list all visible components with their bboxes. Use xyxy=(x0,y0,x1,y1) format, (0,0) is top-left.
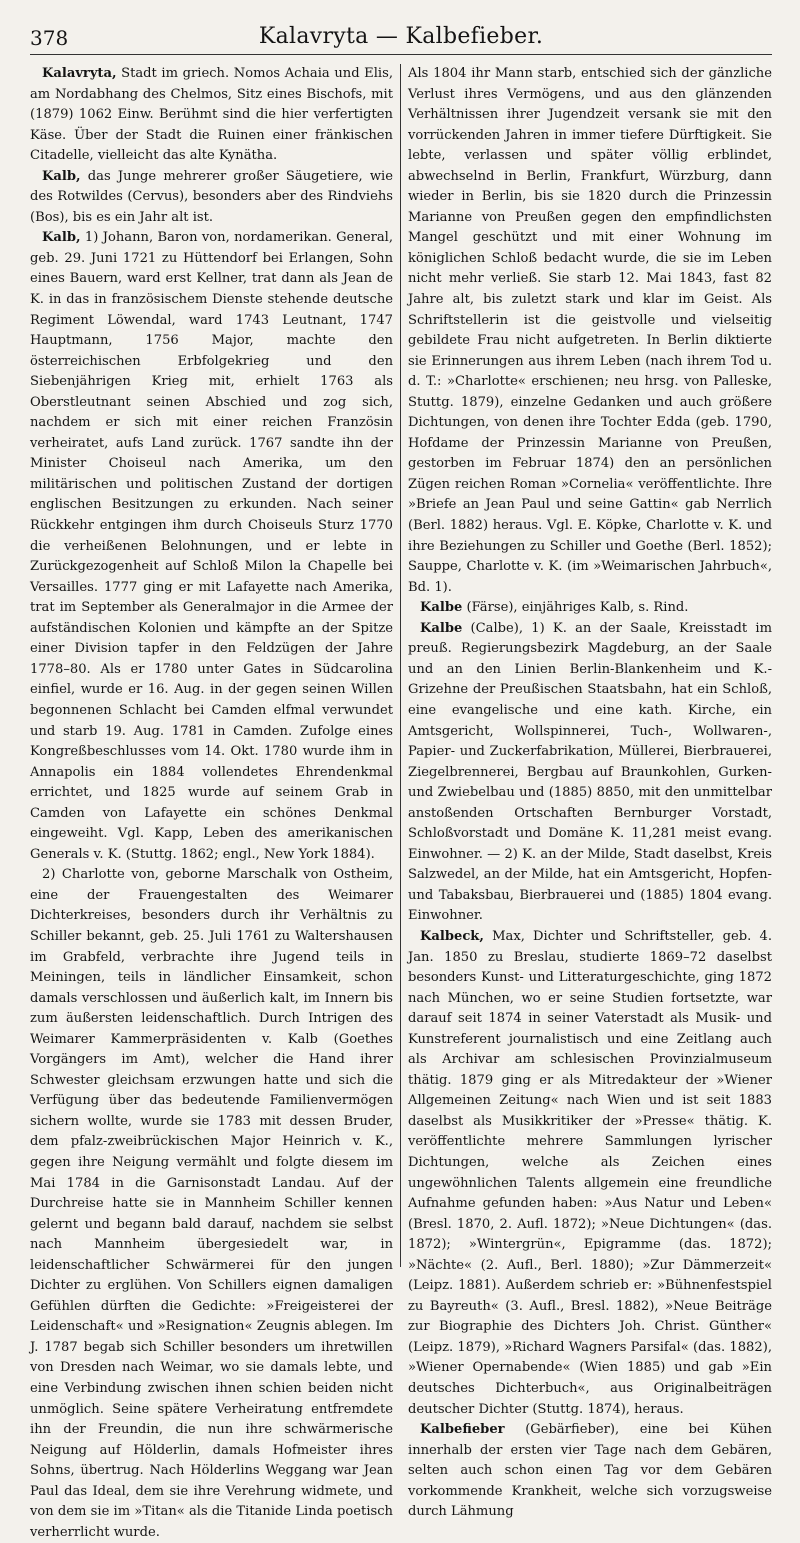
dictionary-entry xyxy=(408,598,772,619)
dictionary-entry xyxy=(408,927,772,1420)
entry-lemma: Kalb, xyxy=(42,230,81,246)
left-column xyxy=(30,64,401,1540)
entry-text: das Junge mehrerer großer Säugetiere, wie des Rotwildes (Cervus), besonders aber des Rindviehs (Bos), bis es ein Jahr alt ist. xyxy=(30,168,393,225)
text-columns xyxy=(30,64,772,1540)
entry-text: Max, Dichter und Schriftsteller, geb. 4. Jan. 1850 zu Breslau, studierte 1869–72 daselbst besonders Kunst- und Litteraturgeschichte, ging 1872 nach München, wo er seine Studien fortsetzte, war darauf seit 1874 in seiner Vaterstadt als Musik- und Kunstreferent journalistisch und eine Zeitlang auch als Archivar am schlesischen Provinzialmuseum thätig. 1879 ging er als Mitredakteur der »Wiener Allgemeinen Zeitung« nach Wien und ist seit 1883 daselbst als Musikkritiker der »Presse« thätig. K. veröffentlichte mehrere Sammlungen lyrischer Dichtungen, welche als Zeichen eines ungewöhnlichen Talents allgemein eine freundliche Aufnahme gefunden haben: »Aus Natur und Leben« (Bresl. 1870, 2. Aufl. 1872); »Neue Dichtungen« (das. 1872); »Wintergrün«, Epigramme (das. 1872); »Nächte« (2. Aufl., Berl. 1880); »Zur Dämmerzeit« (Leipz. 1881). Außerdem schrieb er: »Bühnenfestspiel zu Bayreuth« (3. Aufl., Bresl. 1882), »Neue Beiträge zur Biographie des Dichters Joh. Christ. Günther« (Leipz. 1879), »Richard Wagners Parsifal« (das. 1882), »Wiener Opernabende« (Wien 1885) und gab »Ein deutsches Dichterbuch«, aus Originalbeiträgen deutscher Dichter (Stuttg. 1874), heraus. xyxy=(408,928,772,1417)
entry-text: Als 1804 ihr Mann starb, entschied sich der gänzliche Verlust ihres Vermögens, und aus den glänzenden Verhältnissen ihrer Jugendzeit versank sie mit den vorrückenden Jahren in immer tiefere Dürftigkeit. Sie lebte, verlassen und später völlig erblindet, abwechselnd in Berlin, Frankfurt, Würzburg, dann wieder in Berlin, bis sie 1820 durch die Prinzessin Marianne von Preußen gegen den empfindlichsten Mangel geschützt und mit einer Wohnung im königlichen Schloß bedacht wurde, die sie im Leben nicht mehr verließ. Sie starb 12. Mai 1843, fast 82 Jahre alt, bis zuletzt stark und klar im Geist. Als Schriftstellerin ist die geistvolle und vielseitig gebildete Frau nicht aufgetreten. In Berlin diktierte sie Erinnerungen aus ihrem Leben (nach ihrem Tod u. d. T.: »Charlotte« erschienen; neu hrsg. von Palleske, Stuttg. 1879), einzelne Gedanken und auch größere Dichtungen, von denen ihre Tochter Edda (geb. 1790, Hofdame der Prinzessin Marianne von Preußen, gestorben im Februar 1874) den an persönlichen Zügen reichen Roman »Cornelia« veröffentlichte. Ihre »Briefe an Jean Paul und seine Gattin« gab Nerrlich (Berl. 1882) heraus. Vgl. E. Köpke, Charlotte v. K. und ihre Beziehungen zu Schiller und Goethe (Berl. 1852); Sauppe, Charlotte v. K. (im »Weimarischen Jahrbuch«, Bd. 1). xyxy=(408,66,772,595)
entry-lemma: Kalbeck, xyxy=(420,928,484,944)
entry-text: (Calbe), 1) K. an der Saale, Kreisstadt im preuß. Regierungsbezirk Magdeburg, an der Saale und an den Linien Berlin-Blankenheim und K.-Grizehne der Preußischen Staatsbahn, hat ein Schloß, eine evangelische und eine kath. Kirche, ein Amtsgericht, Wollspinnerei, Tuch-, Wollwaren-, Papier- und Zuckerfabrikation, Müllerei, Bierbrauerei, Ziegelbrennerei, Bergbau auf Braunkohlen, Gurken- und Zwiebelbau und (1885) 8850, mit den unmittelbar anstoßenden Ortschaften Bernburger Vorstadt, Schloßvorstadt und Domäne K. 11,281 meist evang. Einwohner. — 2) K. an der Milde, Stadt daselbst, Kreis Salzwedel, an der Milde, hat ein Amtsgericht, Hopfen- und Tabaksbau, Bierbrauerei und (1885) 1804 evang. Einwohner. xyxy=(408,620,772,924)
entry-text: 2) Charlotte von, geborne Marschalk von Ostheim, eine der Frauengestalten des Weimarer Dichterkreises, besonders durch ihr Verhältnis zu Schiller bekannt, geb. 25. Juli 1761 zu Waltershausen im Grabfeld, verbrachte ihre Jugend teils in Meiningen, teils in ländlicher Einsamkeit, schon damals verschlossen und äußerlich kalt, im Innern bis zum äußersten leidenschaftlich. Durch Intrigen des Weimarer Kammerpräsidenten v. Kalb (Goethes Vorgängers im Amt), welcher die Hand ihrer Schwester gleichsam erzwungen hatte und sich die Verfügung über das bedeutende Familienvermögen sichern wollte, wurde sie 1783 mit dessen Bruder, dem pfalz-zweibrückischen Major Heinrich v. K., gegen ihre Neigung vermählt und folgte diesem im Mai 1784 in die Garnisonstadt Landau. Auf der Durchreise hatte sie in Mannheim Schiller kennen gelernt und begann bald darauf, nachdem sie selbst nach Mannheim übergesiedelt war, in leidenschaftlicher Schwärmerei für den jungen Dichter zu erglühen. Von Schillers eignen damaligen Gefühlen dürften die Gedichte: »Freigeisterei der Leidenschaft« und »Resignation« Zeugnis ablegen. Im J. 1787 begab sich Schiller besonders um ihretwillen von Dresden nach Weimar, wo sie damals lebte, und eine Verbindung zwischen ihnen schien beiden nicht unmöglich. Seine spätere Verheiratung entfremdete ihn der Freundin, die nun ihre schwärmerische Neigung auf Hölderlin, damals Hofmeister ihres Sohns, übertrug. Nach Hölderlins Weggang war Jean Paul das Ideal, dem sie ihre Verehrung widmete, und von dem sie im »Titan« als die Titanide Linda poetisch verherrlicht wurde. xyxy=(30,867,393,1540)
entry-lemma: Kalb, xyxy=(42,168,81,184)
page-header xyxy=(30,22,772,55)
page-number: 378 xyxy=(30,26,69,50)
entry-lemma: Kalbe xyxy=(420,600,463,616)
dictionary-entry xyxy=(30,167,393,229)
running-head: Kalavryta — Kalbefieber. xyxy=(258,24,544,49)
entry-lemma: Kalavryta, xyxy=(42,66,117,81)
entry-text: 1) Johann, Baron von, nordamerikan. General, geb. 29. Juni 1721 zu Hüttendorf bei Erlangen, Sohn eines Bauern, ward erst Kellner, trat dann als Jean de K. in das in französischem Dienste stehende deutsche Regiment Löwendal, ward 1743 Leutnant, 1747 Hauptmann, 1756 Major, machte den österreichischen Erbfolgekrieg und den Siebenjährigen Krieg mit, erhielt 1763 als Oberstleutnant seinen Abschied und zog sich, nachdem er sich mit einer reichen Französin verheiratet, aufs Land zurück. 1767 sandte ihn der Minister Choiseul nach Amerika, um den militärischen und politischen Zustand der dortigen englischen Besitzungen zu erkunden. Nach seiner Rückkehr entgingen ihm durch Choiseuls Sturz 1770 die verheißenen Belohnungen, und er lebte in Zurückgezogenheit auf Schloß Milon la Chapelle bei Versailles. 1777 ging er mit Lafayette nach Amerika, trat im September als Generalmajor in die Armee der aufständischen Kolonien und kämpfte an der Spitze einer Division tapfer in den Feldzügen der Jahre 1778–80. Als er 1780 unter Gates in Südcarolina einfiel, wurde er 16. Aug. in der gegen seinen Willen begonnenen Schlacht bei Camden elfmal verwundet und starb 19. Aug. 1781 in Camden. Zufolge eines Kongreßbeschlusses vom 14. Okt. 1780 wurde ihm in Annapolis ein 1884 vollendetes Ehrendenkmal errichtet, und 1825 wurde auf seinem Grab in Camden von Lafayette ein schönes Denkmal eingeweiht. Vgl. Kapp, Leben des amerikanischen Generals v. K. (Stuttg. 1862; engl., New York 1884). xyxy=(30,230,393,862)
entry-text: (Gebärfieber), eine bei Kühen innerhalb der ersten vier Tage nach dem Gebären, selten auch schon einen Tag vor dem Gebären vorkommende Krankheit, welche sich vorzugsweise durch Lähmung xyxy=(408,1422,772,1520)
dictionary-entry xyxy=(408,64,772,598)
dictionary-entry xyxy=(408,1420,772,1523)
dictionary-entry xyxy=(30,865,393,1543)
dictionary-entry xyxy=(408,619,772,927)
dictionary-entry xyxy=(30,228,393,865)
entry-text: (Färse), einjähriges Kalb, s. Rind. xyxy=(462,600,689,616)
entry-lemma: Kalbefieber xyxy=(420,1422,505,1438)
entry-text: Stadt im griech. Nomos Achaia und Elis, am Nordabhang des Chelmos, Sitz eines Bischofs, mit (1879) 1062 Einw. Berühmt sind die hier verfertigten Käse. Über der Stadt die Ruinen einer fränkischen Citadelle, vielleicht das alte Kynätha. xyxy=(30,66,393,164)
right-column xyxy=(401,64,772,1520)
entry-lemma: Kalbe xyxy=(420,620,463,636)
dictionary-entry xyxy=(30,64,393,167)
